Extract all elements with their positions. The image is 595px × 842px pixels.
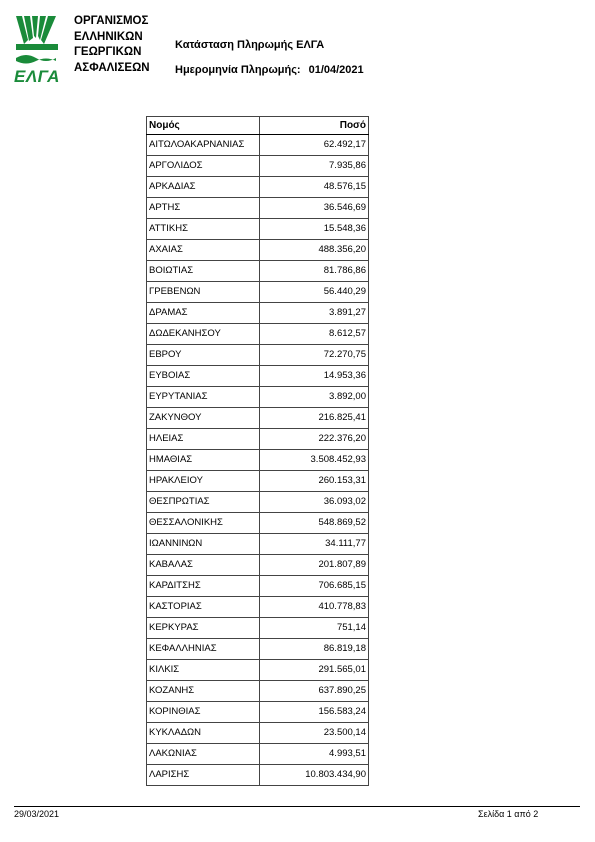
table-row — [147, 324, 369, 345]
table-row — [147, 555, 369, 576]
amount-cell: 15.548,36 — [260, 219, 369, 240]
amount-cell: 86.819,18 — [260, 639, 369, 660]
amount-cell: 14.953,36 — [260, 366, 369, 387]
payment-date-line — [175, 64, 364, 76]
amount-cell: 36.093,02 — [260, 492, 369, 513]
prefecture-cell: ΚΕΡΚΥΡΑΣ — [147, 618, 260, 639]
prefecture-cell: ΑΡΓΟΛΙΔΟΣ — [147, 156, 260, 177]
amount-cell: 72.270,75 — [260, 345, 369, 366]
amount-cell: 8.612,57 — [260, 324, 369, 345]
table-row — [147, 765, 369, 786]
prefecture-cell: ΚΑΣΤΟΡΙΑΣ — [147, 597, 260, 618]
amount-cell: 36.546,69 — [260, 198, 369, 219]
prefecture-cell: ΚΑΒΑΛΑΣ — [147, 555, 260, 576]
table-row — [147, 429, 369, 450]
table-row — [147, 597, 369, 618]
table-header-row — [147, 117, 369, 135]
payment-date-value: 01/04/2021 — [308, 64, 364, 76]
prefecture-cell: ΚΟΡΙΝΘΙΑΣ — [147, 702, 260, 723]
table-row — [147, 282, 369, 303]
prefecture-cell: ΕΥΡΥΤΑΝΙΑΣ — [147, 387, 260, 408]
table-row — [147, 534, 369, 555]
amount-cell: 3.891,27 — [260, 303, 369, 324]
table-row — [147, 660, 369, 681]
table-row — [147, 639, 369, 660]
amount-cell: 410.778,83 — [260, 597, 369, 618]
table-row — [147, 240, 369, 261]
prefecture-cell: ΑΙΤΩΛΟΑΚΑΡΝΑΝΙΑΣ — [147, 135, 260, 156]
amount-cell: 201.807,89 — [260, 555, 369, 576]
organization-name — [74, 14, 150, 76]
amount-cell: 548.869,52 — [260, 513, 369, 534]
prefecture-cell: ΕΒΡΟΥ — [147, 345, 260, 366]
table-row — [147, 387, 369, 408]
prefecture-cell: ΛΑΡΙΣΗΣ — [147, 765, 260, 786]
prefecture-cell: ΔΩΔΕΚΑΝΗΣΟΥ — [147, 324, 260, 345]
footer-print-date: 29/03/2021 — [14, 809, 60, 819]
elga-leaf-icon — [14, 14, 72, 70]
amount-cell: 48.576,15 — [260, 177, 369, 198]
prefecture-cell: ΘΕΣΣΑΛΟΝΙΚΗΣ — [147, 513, 260, 534]
table-row — [147, 366, 369, 387]
footer-page-number: Σελίδα 1 από 2 — [478, 809, 539, 819]
amount-cell: 10.803.434,90 — [260, 765, 369, 786]
amount-cell: 751,14 — [260, 618, 369, 639]
amount-cell: 488.356,20 — [260, 240, 369, 261]
prefecture-cell: ΙΩΑΝΝΙΝΩΝ — [147, 534, 260, 555]
prefecture-cell: ΘΕΣΠΡΩΤΙΑΣ — [147, 492, 260, 513]
org-line: ΕΛΛΗΝΙΚΩΝ — [74, 30, 143, 43]
amount-cell: 7.935,86 — [260, 156, 369, 177]
table-row — [147, 513, 369, 534]
table-row — [147, 744, 369, 765]
prefecture-cell: ΔΡΑΜΑΣ — [147, 303, 260, 324]
prefecture-cell: ΚΕΦΑΛΛΗΝΙΑΣ — [147, 639, 260, 660]
table-row — [147, 576, 369, 597]
table-row — [147, 303, 369, 324]
amount-cell: 3.892,00 — [260, 387, 369, 408]
amount-cell: 706.685,15 — [260, 576, 369, 597]
amount-cell: 291.565,01 — [260, 660, 369, 681]
table-row — [147, 135, 369, 156]
prefecture-cell: ΑΤΤΙΚΗΣ — [147, 219, 260, 240]
prefecture-cell: ΗΜΑΘΙΑΣ — [147, 450, 260, 471]
amount-cell: 260.153,31 — [260, 471, 369, 492]
prefecture-cell: ΒΟΙΩΤΙΑΣ — [147, 261, 260, 282]
prefecture-cell: ΗΡΑΚΛΕΙΟΥ — [147, 471, 260, 492]
table-row — [147, 345, 369, 366]
prefecture-cell: ΗΛΕΙΑΣ — [147, 429, 260, 450]
prefecture-cell: ΚΑΡΔΙΤΣΗΣ — [147, 576, 260, 597]
amount-cell: 637.890,25 — [260, 681, 369, 702]
amount-cell: 4.993,51 — [260, 744, 369, 765]
table-row — [147, 198, 369, 219]
table-row — [147, 261, 369, 282]
amount-cell: 56.440,29 — [260, 282, 369, 303]
table-row — [147, 219, 369, 240]
column-header-amount: Ποσό — [260, 117, 369, 135]
prefecture-cell: ΖΑΚΥΝΘΟΥ — [147, 408, 260, 429]
amount-cell: 216.825,41 — [260, 408, 369, 429]
prefecture-cell: ΕΥΒΟΙΑΣ — [147, 366, 260, 387]
org-line: ΟΡΓΑΝΙΣΜΟΣ — [74, 15, 149, 27]
prefecture-cell: ΛΑΚΩΝΙΑΣ — [147, 744, 260, 765]
table-row — [147, 681, 369, 702]
table-row — [147, 723, 369, 744]
amount-cell: 81.786,86 — [260, 261, 369, 282]
amount-cell: 222.376,20 — [260, 429, 369, 450]
table-row — [147, 471, 369, 492]
prefecture-cell: ΑΧΑΙΑΣ — [147, 240, 260, 261]
org-line: ΑΣΦΑΛΙΣΕΩΝ — [74, 61, 150, 74]
prefecture-cell: ΑΡΚΑΔΙΑΣ — [147, 177, 260, 198]
amount-cell: 62.492,17 — [260, 135, 369, 156]
amount-cell: 23.500,14 — [260, 723, 369, 744]
payments-table — [146, 116, 369, 786]
table-row — [147, 618, 369, 639]
elga-logo — [14, 14, 164, 84]
amount-cell: 156.583,24 — [260, 702, 369, 723]
table-row — [147, 156, 369, 177]
prefecture-cell: ΑΡΤΗΣ — [147, 198, 260, 219]
table-row — [147, 492, 369, 513]
prefecture-cell: ΚΟΖΑΝΗΣ — [147, 681, 260, 702]
amount-cell: 3.508.452,93 — [260, 450, 369, 471]
prefecture-cell: ΚΙΛΚΙΣ — [147, 660, 260, 681]
prefecture-cell: ΚΥΚΛΑΔΩΝ — [147, 723, 260, 744]
logo-abbreviation: ΕΛΓΑ — [14, 67, 60, 86]
table-row — [147, 177, 369, 198]
table-row — [147, 450, 369, 471]
footer-divider — [14, 806, 580, 807]
prefecture-cell: ΓΡΕΒΕΝΩΝ — [147, 282, 260, 303]
table-row — [147, 702, 369, 723]
org-line: ΓΕΩΡΓΙΚΩΝ — [74, 46, 142, 58]
amount-cell: 34.111,77 — [260, 534, 369, 555]
column-header-prefecture: Νομός — [147, 117, 260, 135]
payment-date-label: Ημερομηνία Πληρωμής: — [175, 64, 301, 76]
table-row — [147, 408, 369, 429]
report-title: Κατάσταση Πληρωμής ΕΛΓΑ — [175, 39, 325, 51]
